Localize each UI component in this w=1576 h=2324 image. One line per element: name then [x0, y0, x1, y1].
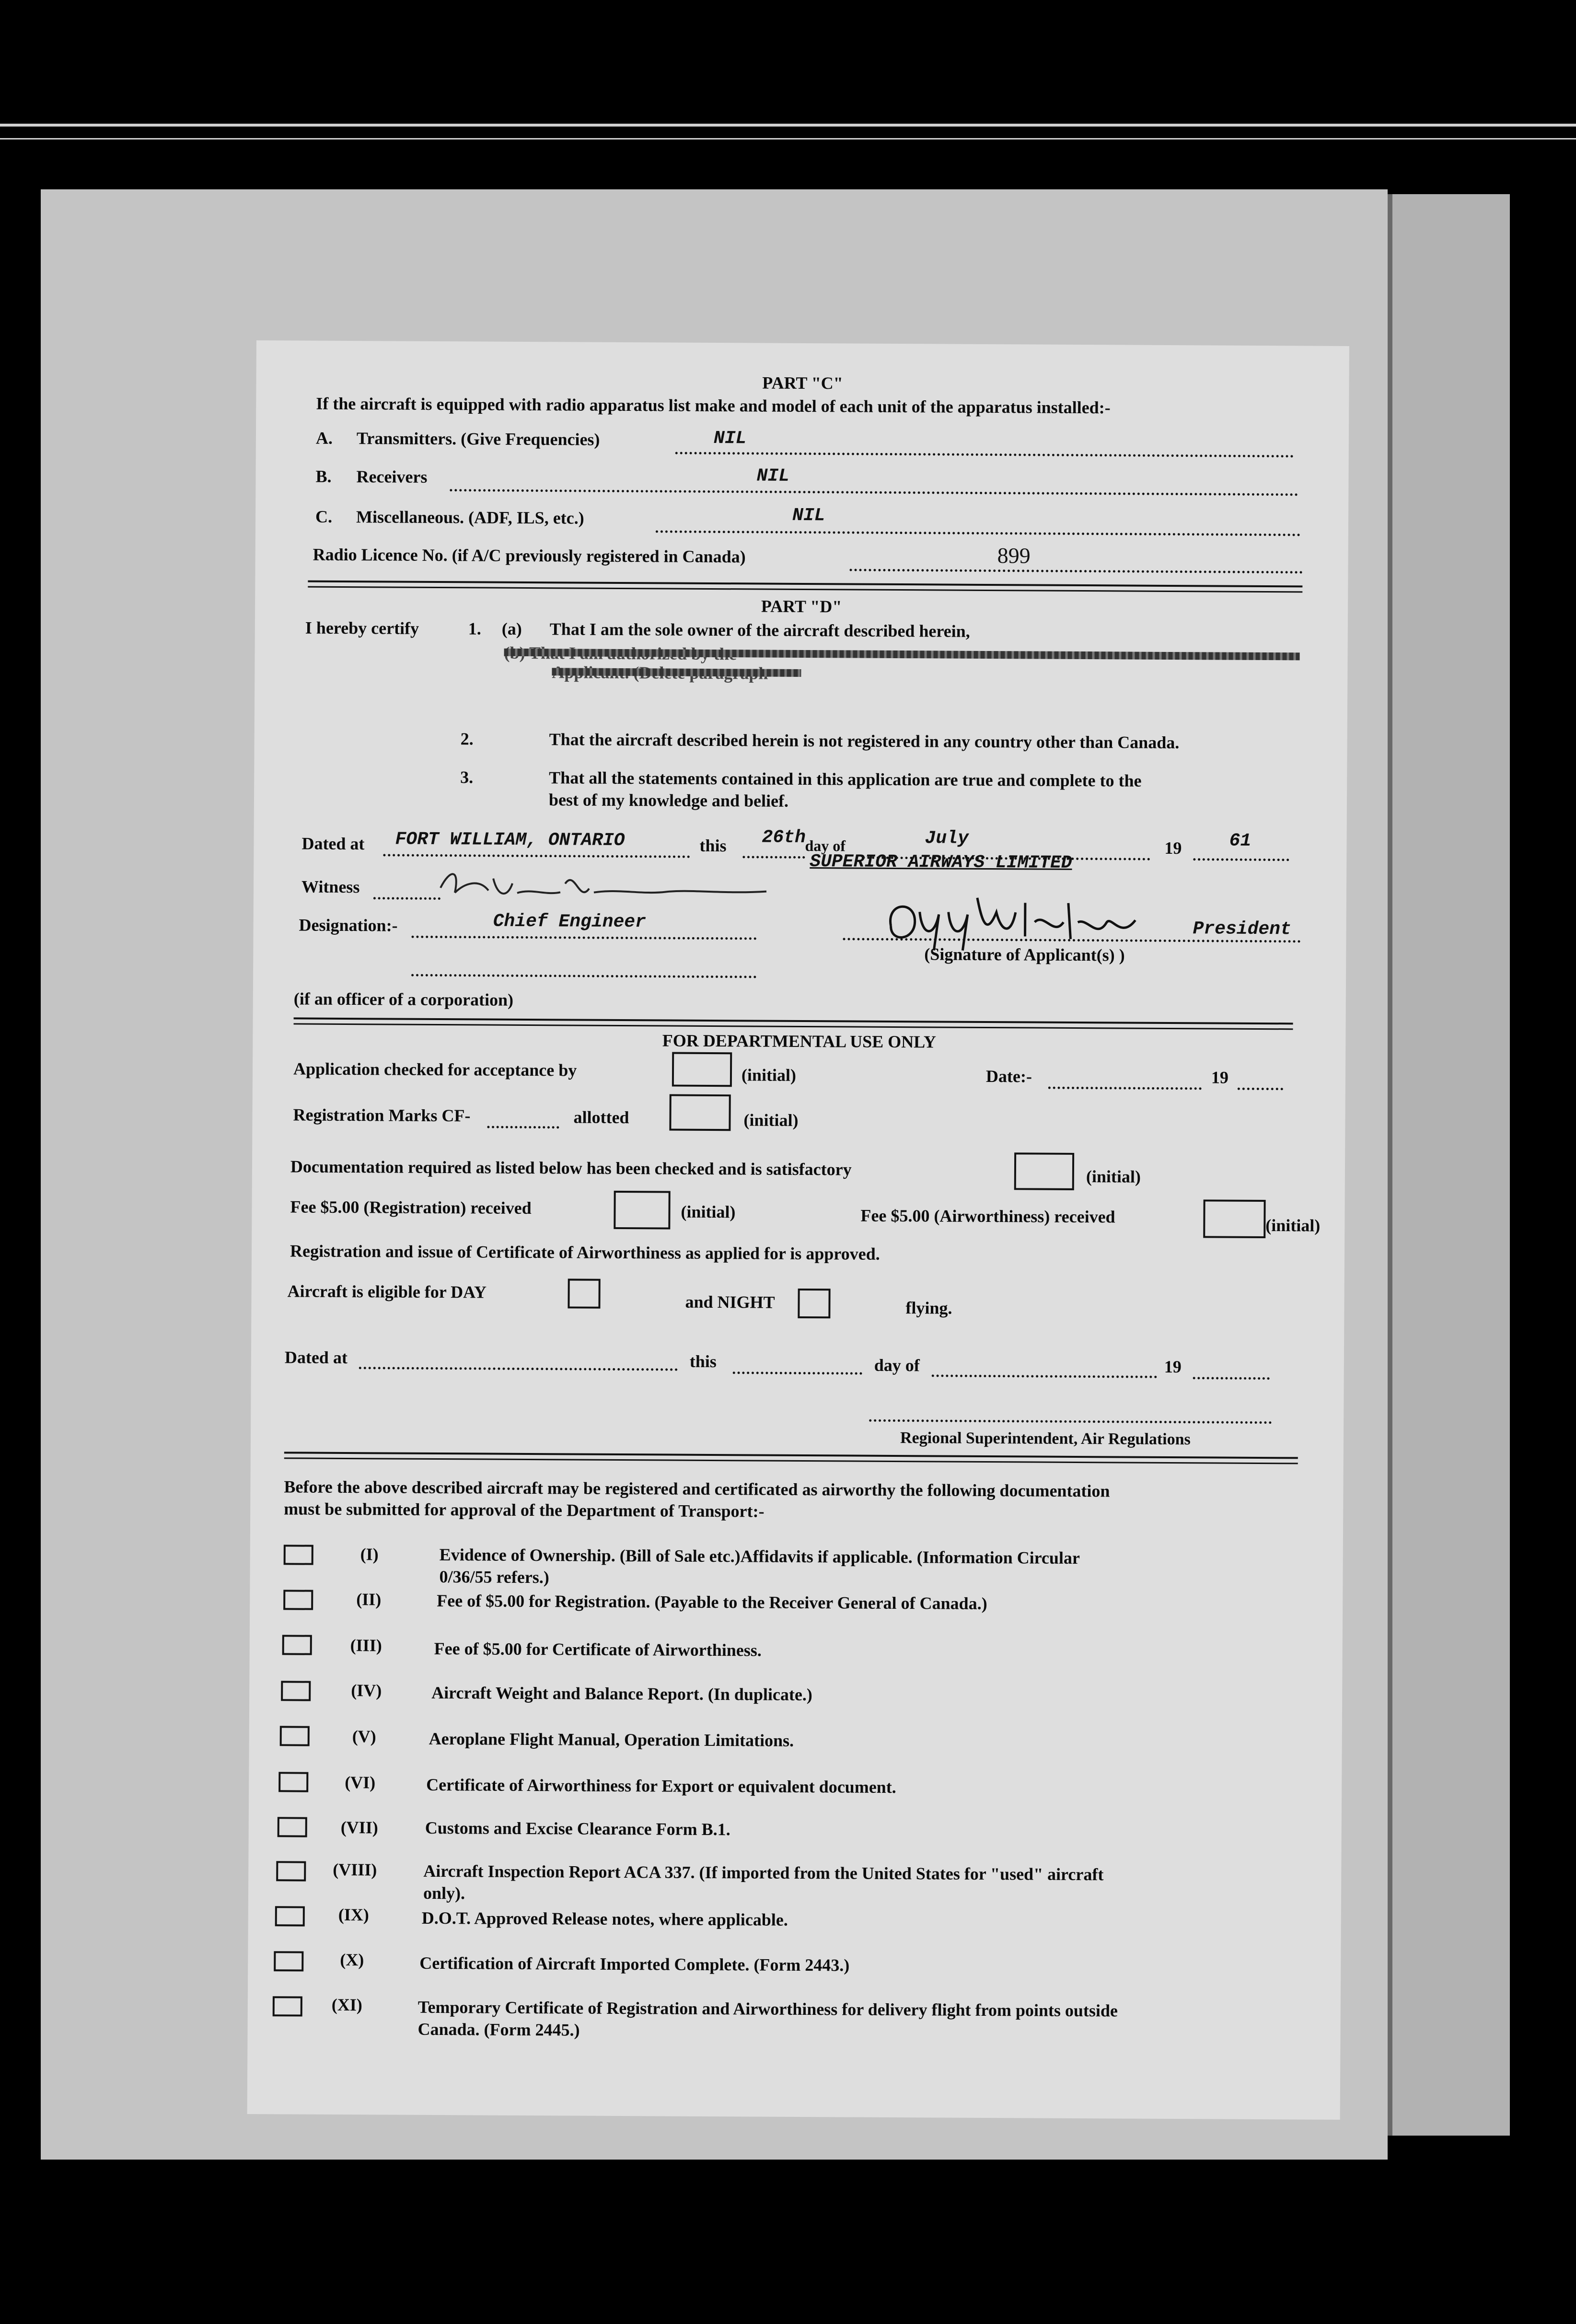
year-value: 61 [1229, 830, 1252, 851]
misc-label: Miscellaneous. (ADF, ILS, etc.) [356, 507, 584, 528]
checklist-num-11: (XI) [331, 1995, 362, 2015]
checklist-text-6: Certificate of Airworthiness for Export or equivalent document. [426, 1775, 896, 1797]
reg-marks-initial-label: (initial) [743, 1110, 799, 1130]
allotted-label: allotted [573, 1107, 629, 1127]
signature-caption: (Signature of Applicant(s) ) [924, 944, 1125, 965]
designation-dots-2 [411, 974, 756, 978]
receivers-dots [450, 489, 1298, 496]
checklist-text-8: Aircraft Inspection Report ACA 337. (If imported from the United States for "used" aircraft [423, 1861, 1104, 1884]
checklist-text-1: Evidence of Ownership. (Bill of Sale etc.)Affidavits if applicable. (Information Circular [439, 1545, 1080, 1568]
item3-line1: That all the statements contained in this application are true and complete to the [549, 768, 1142, 790]
checklist-checkbox-8[interactable] [276, 1861, 306, 1881]
flying-label: flying. [905, 1298, 952, 1318]
fee-airworthiness-initial-box[interactable] [1203, 1199, 1265, 1238]
item1-number: 1. [468, 619, 481, 639]
night-checkbox[interactable] [798, 1289, 830, 1318]
day-of-label: day of [805, 837, 846, 855]
transmitters-dots [675, 452, 1294, 458]
checklist-intro-line2: must be submitted for approval of the Department of Transport:- [284, 1499, 765, 1521]
year-dots [1193, 858, 1289, 861]
checklist-num-4: (IV) [351, 1681, 382, 1700]
checked-initial-box[interactable] [672, 1052, 732, 1087]
dept-heading: FOR DEPARTMENTAL USE ONLY [662, 1031, 937, 1052]
superintendent-signature-dots [869, 1419, 1272, 1424]
date-year-dots [1238, 1088, 1283, 1090]
checklist-text-9: D.O.T. Approved Release notes, where applicable. [421, 1908, 788, 1929]
checklist-text-5: Aeroplane Flight Manual, Operation Limitations. [429, 1729, 794, 1750]
film-edge-line-top [0, 124, 1576, 127]
radio-licence-dots [849, 569, 1302, 573]
checklist-num-9: (IX) [338, 1905, 369, 1925]
item3-line2: best of my knowledge and belief. [548, 790, 789, 811]
designation-value: Chief Engineer [493, 911, 647, 933]
checked-initial-label: (initial) [741, 1065, 797, 1085]
transmitters-letter: A. [315, 428, 333, 448]
day-checkbox[interactable] [568, 1278, 600, 1308]
night-label: and NIGHT [685, 1292, 775, 1312]
checklist-checkbox-10[interactable] [274, 1951, 303, 1971]
checklist-text-1b: 0/36/55 refers.) [439, 1567, 549, 1587]
part-d-heading: PART "D" [761, 596, 842, 616]
designation-label: Designation:- [299, 915, 398, 935]
checklist-text-8b: only). [423, 1883, 465, 1903]
dept-dated-at-label: Dated at [284, 1348, 348, 1368]
radio-licence-value: 899 [997, 543, 1031, 568]
checklist-checkbox-11[interactable] [273, 1996, 302, 2016]
film-edge-line-bottom [0, 138, 1576, 139]
date-dots [1048, 1087, 1202, 1090]
misc-letter: C. [315, 507, 333, 526]
part-c-heading: PART "C" [762, 373, 843, 393]
checklist-num-5: (V) [352, 1727, 376, 1746]
documentation-initial-box[interactable] [1014, 1152, 1074, 1190]
month-value: July [925, 828, 969, 849]
checklist-text-7: Customs and Excise Clearance Form B.1. [425, 1818, 730, 1839]
checked-label: Application checked for acceptance by [293, 1059, 577, 1080]
day-dots [742, 856, 805, 859]
checklist-text-2: Fee of $5.00 for Registration. (Payable to the Receiver General of Canada.) [437, 1591, 987, 1614]
reg-marks-initial-box[interactable] [669, 1094, 730, 1131]
checklist-checkbox-6[interactable] [278, 1772, 308, 1792]
dated-at-dots [383, 854, 690, 858]
receivers-value: NIL [756, 465, 790, 487]
application-form-page [247, 340, 1349, 2120]
officer-note: (if an officer of a corporation) [293, 989, 514, 1010]
fee-airworthiness-initial-label: (initial) [1265, 1216, 1321, 1235]
checklist-checkbox-1[interactable] [284, 1545, 313, 1565]
dept-year-dots [1193, 1377, 1270, 1380]
reg-marks-label: Registration Marks CF- [293, 1105, 471, 1126]
item1b-strikeout-2 [552, 668, 801, 677]
dated-at-label: Dated at [301, 834, 365, 854]
dept-this-label: this [689, 1351, 717, 1371]
company-name: SUPERIOR AIRWAYS LIMITED [810, 851, 1072, 873]
certify-label: I hereby certify [305, 618, 419, 638]
item1-text: That I am the sole owner of the aircraft described herein, [549, 619, 970, 641]
dept-month-dots [932, 1374, 1157, 1378]
part-c-intro: If the aircraft is equipped with radio apparatus list make and model of each unit of the apparatus installed:- [316, 394, 1111, 418]
fee-registration-label: Fee $5.00 (Registration) received [290, 1197, 532, 1218]
checklist-num-7: (VII) [340, 1817, 378, 1837]
documentation-label: Documentation required as listed below has been checked and is satisfactory [290, 1157, 852, 1179]
reg-marks-dots [487, 1126, 559, 1129]
item1-sub: (a) [501, 619, 522, 639]
fee-registration-initial-label: (initial) [681, 1202, 736, 1222]
checklist-num-6: (VI) [345, 1773, 376, 1792]
reg-issue-label: Registration and issue of Certificate of Airworthiness as applied for is approved. [290, 1241, 880, 1264]
witness-signature [436, 859, 772, 914]
dept-year-label: 19 [1164, 1357, 1182, 1377]
dept-divider-2 [284, 1457, 1298, 1464]
transmitters-label: Transmitters. (Give Frequencies) [356, 429, 600, 449]
checklist-num-10: (X) [340, 1950, 364, 1970]
documentation-initial-label: (initial) [1086, 1167, 1141, 1186]
year-prefix: 19 [1164, 838, 1182, 858]
checklist-num-1: (I) [360, 1545, 379, 1564]
day-value: 26th [762, 827, 806, 848]
checklist-text-10: Certification of Aircraft Imported Complete. (Form 2443.) [419, 1953, 850, 1975]
misc-value: NIL [792, 505, 825, 526]
checklist-num-2: (II) [356, 1590, 382, 1609]
eligible-day-label: Aircraft is eligible for DAY [287, 1281, 487, 1302]
dept-day-of-label: day of [874, 1355, 920, 1375]
checklist-checkbox-9[interactable] [275, 1906, 305, 1926]
checklist-checkbox-7[interactable] [278, 1817, 307, 1837]
designation-dots [411, 936, 756, 940]
dated-at-value: FORT WILLIAM, ONTARIO [395, 829, 625, 851]
fee-registration-initial-box[interactable] [614, 1191, 670, 1230]
dept-dated-at-dots [359, 1367, 678, 1371]
date-label: Date:- [985, 1066, 1032, 1086]
checklist-checkbox-3[interactable] [282, 1635, 312, 1655]
radio-licence-label: Radio Licence No. (if A/C previously registered in Canada) [313, 545, 746, 567]
checklist-num-8: (VIII) [333, 1859, 377, 1880]
witness-label: Witness [301, 877, 360, 897]
checklist-text-11b: Canada. (Form 2445.) [417, 2019, 580, 2040]
superintendent-label: Regional Superintendent, Air Regulations [900, 1429, 1191, 1449]
item2-text: That the aircraft described herein is not registered in any country other than Canada. [549, 730, 1180, 753]
dept-day-dots [733, 1371, 862, 1374]
misc-dots [656, 530, 1300, 536]
checklist-num-3: (III) [350, 1636, 382, 1655]
underlying-page-edge [1388, 194, 1510, 2136]
checklist-intro-line1: Before the above described aircraft may be registered and certificated as airworthy the following documentation [284, 1477, 1110, 1501]
receivers-letter: B. [315, 466, 332, 486]
transmitters-value: NIL [713, 428, 747, 449]
part-c-divider-2 [308, 586, 1302, 593]
item2-number: 2. [460, 729, 474, 749]
date-year: 19 [1211, 1068, 1229, 1087]
applicant-title: President [1193, 918, 1291, 940]
checklist-text-11: Temporary Certificate of Registration and Airworthiness for delivery flight from points outside [417, 1997, 1118, 2021]
checklist-text-3: Fee of $5.00 for Certificate of Airworthiness. [434, 1638, 762, 1660]
this-label: this [699, 836, 727, 856]
item3-number: 3. [460, 767, 474, 787]
witness-dots [373, 897, 440, 900]
fee-airworthiness-label: Fee $5.00 (Airworthiness) received [860, 1206, 1115, 1227]
checklist-text-4: Aircraft Weight and Balance Report. (In duplicate.) [431, 1683, 812, 1705]
checklist-checkbox-2[interactable] [283, 1590, 313, 1610]
checklist-checkbox-4[interactable] [281, 1681, 311, 1701]
checklist-checkbox-5[interactable] [280, 1726, 310, 1746]
receivers-label: Receivers [356, 467, 428, 487]
